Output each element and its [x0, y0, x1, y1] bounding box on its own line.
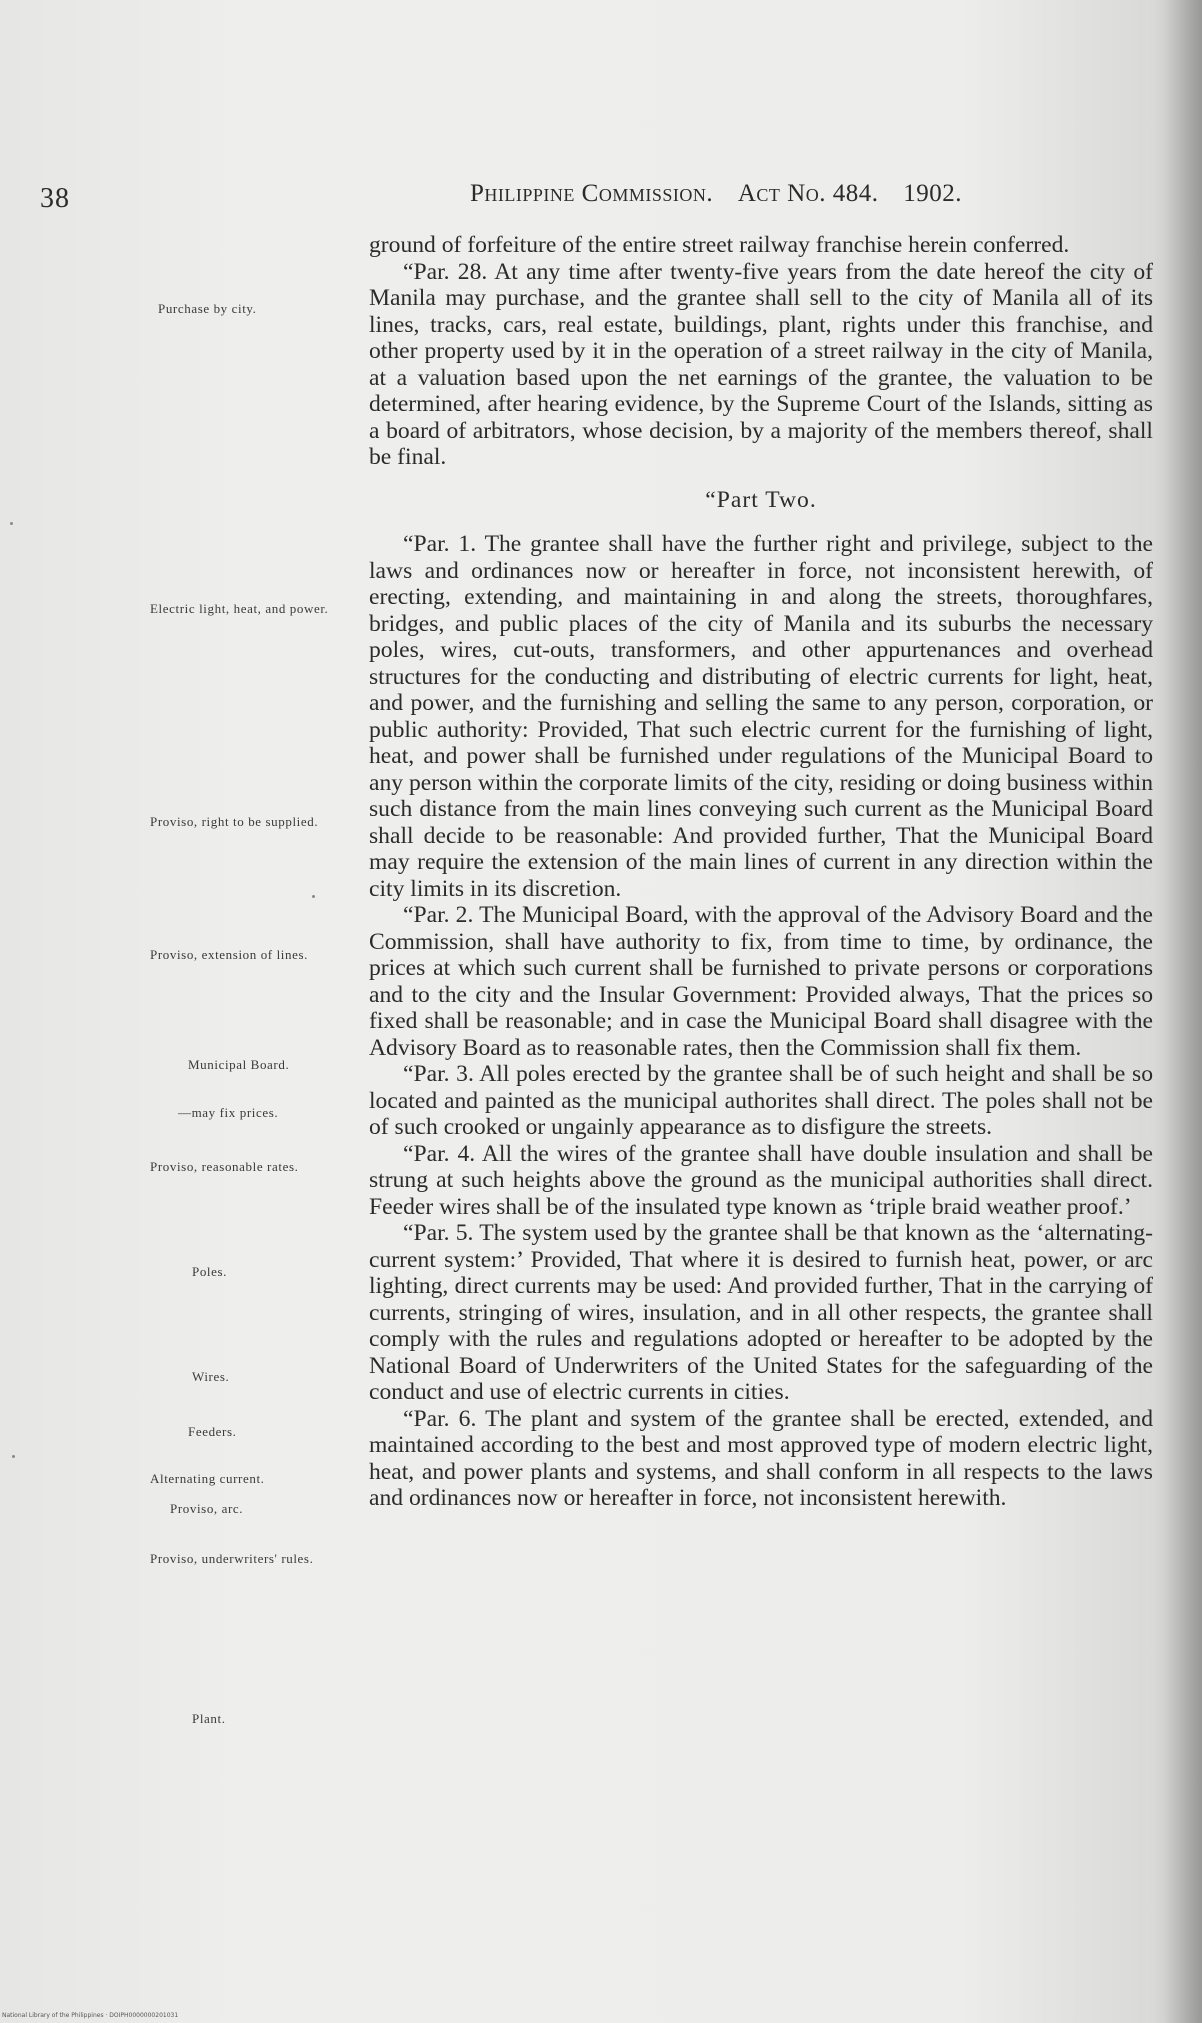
paragraph-par-2: “Par. 2. The Municipal Board, with the approval of the Advisory Board and the Commission, shall have authority to fix, from time to time, by ordinance, the prices at which such current shall be furnished to private persons or corporations and to the city and the Insular Government: Provided always, That the prices so fixed shall be reasonable; and in case the Municipal Board shall disagree with the Advisory Board as to reasonable rates, then the Commission shall fix them. — [369, 902, 1153, 1061]
marginal-note-electric: Electric light, heat, and power. — [150, 601, 329, 616]
paragraph-par-4: “Par. 4. All the wires of the grantee shall have double insulation and shall be strung at such heights above the ground as the municipal authorities shall direct. Feeder wires shall be of the insulated type known as ‘triple braid weather proof.’ — [369, 1140, 1153, 1220]
paragraph-par-6: “Par. 6. The plant and system of the grantee shall be erected, extended, and maintained according to the best and most approved type of modern electric light, heat, and power plants and systems, and shall conform in all respects to the laws and ordinances now or hereafter in force, not inconsistent herewith. — [369, 1405, 1153, 1511]
page-number: 38 — [40, 183, 70, 214]
scan-speck — [12, 1455, 15, 1458]
paragraph-part-two-par-1: “Par. 1. The grantee shall have the further right and privilege, subject to the laws and ordinances now or hereafter in force, not inconsistent herewith, of erecting, extending, and maintaining in and along the streets, thoroughfares, bridges, and public places of the city of Manila and its suburbs the necessary poles, wires, cut-outs, transformers, and other appurtenances and overhead structures for the conducting and distributing of electric currents for light, heat, and power, and the furnishing and selling the same to any person, corporation, or public authority: Provided, That such electric current for the furnishing of light, heat, and power shall be furnished under regulations of the Municipal Board to any person within the corporate limits of the city, residing or doing business within such distance from the main lines conveying such current as the Municipal Board shall decide to be reasonable: And provided further, That the Municipal Board may require the extension of the main lines of current in any direction within the city limits in its discretion. — [369, 531, 1153, 902]
marginal-note-wires: Wires. — [192, 1369, 230, 1384]
running-head-year: 1902. — [903, 180, 962, 207]
marginal-note-plant: Plant. — [192, 1711, 226, 1726]
scan-speck — [10, 522, 13, 525]
part-heading: “Part Two. — [705, 486, 817, 513]
marginal-note-proviso-supplied: Proviso, right to be supplied. — [150, 814, 319, 829]
marginal-note-fix-prices: —may fix prices. — [178, 1105, 279, 1120]
running-head-act: Act No. 484. — [737, 180, 879, 207]
marginal-note-alternating: Alternating current. — [150, 1471, 265, 1486]
marginal-note-proviso-arc: Proviso, arc. — [170, 1501, 244, 1516]
marginal-note-feeders: Feeders. — [188, 1424, 237, 1439]
running-head — [470, 180, 962, 208]
body-text — [369, 232, 1153, 1512]
marginal-note-proviso-extension: Proviso, extension of lines. — [150, 947, 308, 962]
running-head-title: Philippine Commission. — [470, 180, 714, 207]
paragraph-par-5: “Par. 5. The system used by the grantee shall be that known as the ‘alternating-current system:’ Provided, That where it is desired to furnish heat, power, or arc lighting, direct currents may be used: And provided further, That in the carrying of currents, stringing of wires, insulation, and in all other respects, the grantee shall comply with the rules and regulations adopted or hereafter to be adopted by the National Board of Underwriters of the United States for the safeguarding of the conduct and use of electric currents in cities. — [369, 1220, 1153, 1405]
marginal-note-reasonable-rates: Proviso, reasonable rates. — [150, 1159, 299, 1174]
paragraph-continued: ground of forfeiture of the entire street railway franchise herein conferred. — [369, 232, 1070, 258]
marginal-note-underwriters: Proviso, underwriters' rules. — [150, 1551, 314, 1566]
marginal-note-poles: Poles. — [192, 1264, 228, 1279]
scan-footer: National Library of the Philippines · DOIPH0000000201031 — [2, 2012, 179, 2019]
marginal-note-purchase: Purchase by city. — [158, 301, 257, 316]
scan-speck — [312, 895, 315, 898]
paragraph-par-28: “Par. 28. At any time after twenty-five years from the date hereof the city of Manila may purchase, and the grantee shall sell to the city of Manila all of its lines, tracks, cars, real estate, buildings, plant, rights under this franchise, and other property used by it in the operation of a street railway in the city of Manila, at a valuation based upon the net earnings of the grantee, the valuation to be determined, after hearing evidence, by the Supreme Court of the Islands, sitting as a board of arbitrators, whose decision, by a majority of the members thereof, shall be final. — [369, 258, 1153, 470]
paragraph-par-3: “Par. 3. All poles erected by the grantee shall be of such height and shall be so located and painted as the municipal authorites shall direct. The poles shall not be of such crooked or ungainly appearance as to disfigure the streets. — [369, 1061, 1153, 1140]
page-edge-shadow — [1164, 0, 1202, 2023]
marginal-note-municipal-board: Municipal Board. — [188, 1057, 290, 1072]
